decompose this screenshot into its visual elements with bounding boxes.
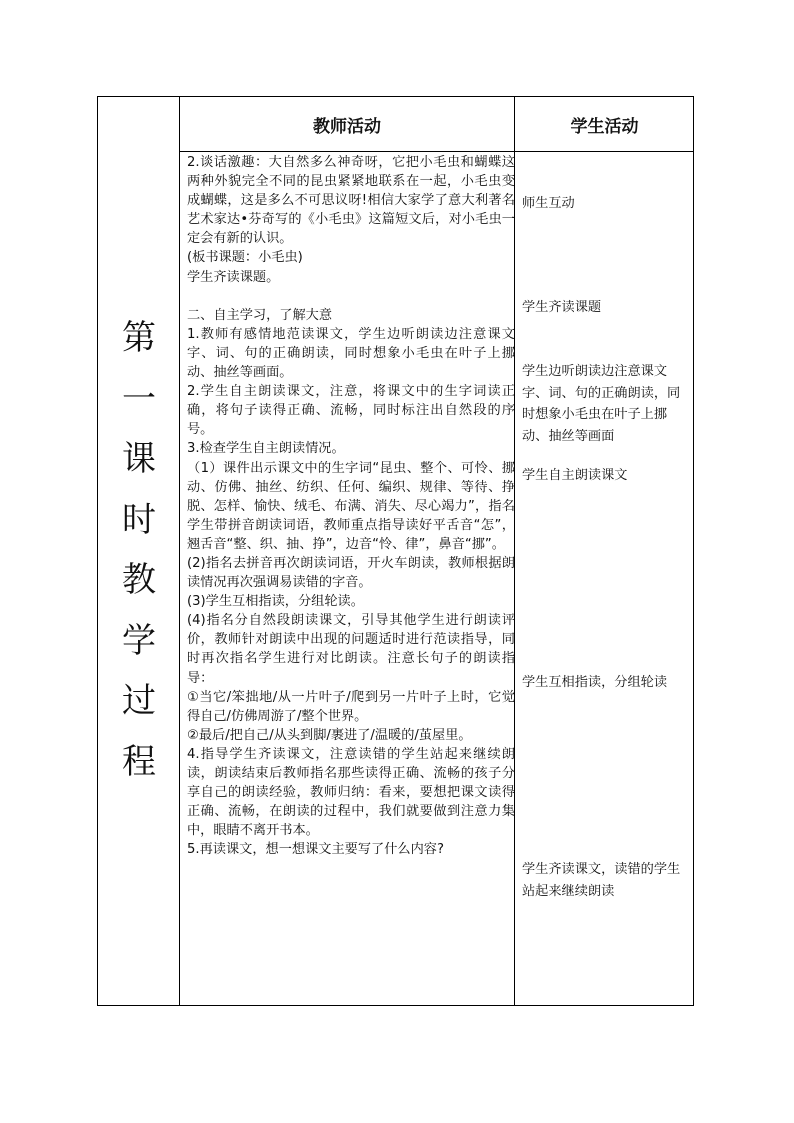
teacher-paragraph: 学生齐读课题。 [187, 269, 280, 285]
student-note: 师生互动 [522, 196, 575, 211]
side-title-char: 过 [122, 681, 156, 721]
student-note: 学生互相指读，分组轮读 [522, 675, 668, 690]
teacher-paragraph: 3.检查学生自主朗读情况。 [187, 441, 345, 457]
teacher-paragraph: (板书课题：小毛虫) [187, 250, 303, 266]
teacher-activity-header: 教师活动 [313, 116, 381, 137]
teacher-paragraph: ①当它/笨拙地/从一片叶子/爬到另一片叶子上时，它觉得自己/仿佛周游了/整个世界。 [187, 689, 515, 724]
teacher-paragraph: 1.教师有感情地范读课文，学生边听朗读边注意课文字、词、句的正确朗读，同时想象小毛虫在叶子上挪动、抽丝等画面。 [187, 326, 515, 381]
side-title-char: 程 [122, 741, 156, 782]
teacher-paragraph: 2.学生自主朗读课文，注意，将课文中的生字词读正确，将句子读得正确、流畅，同时标注出自然段的序号。 [187, 384, 515, 438]
side-title-char: 第 [122, 318, 156, 358]
teacher-paragraph: （1）课件出示课文中的生字词“昆虫、整个、可怜、挪动、仿佛、抽丝、纺织、任何、编织、规律、等待、挣脱、怎样、愉快、绒毛、布满、消失、尽心竭力”，指名学生带拼音朗读词语，教师重点指导读好平舌音“怎”，翘舌音“整、织、抽、挣”，边音“怜、律”，鼻音“挪”。 [187, 460, 515, 552]
student-note: 学生自主朗读课文 [522, 468, 628, 483]
student-note: 学生齐读课题 [522, 300, 602, 315]
side-title [98, 308, 180, 792]
teacher-paragraph: 2.谈话激趣：大自然多么神奇呀，它把小毛虫和蝴蝶这两种外貌完全不同的昆虫紧紧地联系在一起，小毛虫变成蝴蝶，这是多么不可思议呀!相信大家学了意大利著名艺术家达•芬奇写的《小毛虫》这篇短文后，对小毛虫一定会有新的认识。 [187, 155, 515, 247]
teacher-paragraph: (3)学生互相指读，分组轮读。 [187, 594, 364, 610]
student-activity-header: 学生活动 [570, 116, 639, 137]
teacher-paragraph: (2)指名去拼音再次朗读词语，开火车朗读，教师根据朗读情况再次强调易读错的字音。 [187, 555, 515, 591]
teacher-activity-content [187, 153, 515, 859]
side-title-char: 时 [122, 499, 156, 540]
side-title-char: 一 [122, 378, 156, 419]
blank-line [187, 287, 515, 306]
side-title-char: 学 [122, 620, 156, 661]
section-heading: 二、自主学习，了解大意 [187, 307, 333, 323]
teacher-paragraph: (4)指名分自然段朗读课文，引导其他学生进行朗读评价，教师针对朗读中出现的问题适时进行范读指导，同时再次指名学生进行对比朗读。注意长句子的朗读指导： [187, 613, 515, 686]
student-note: 学生边听朗读边注意课文字、词、句的正确朗读，同时想象小毛虫在叶子上挪动、抽丝等画面 [522, 364, 681, 444]
side-title-char: 课 [122, 439, 156, 479]
lesson-plan-table [97, 96, 694, 1006]
side-title-char: 教 [122, 560, 156, 600]
teacher-paragraph: 5.再读课文，想一想课文主要写了什么内容? [187, 842, 444, 858]
teacher-paragraph: ②最后/把自己/从头到脚/裹进了/温暖的/茧屋里。 [187, 727, 472, 743]
header-divider [179, 151, 693, 152]
teacher-paragraph: 4.指导学生齐读课文，注意读错的学生站起来继续朗读，朗读结束后教师指名那些读得正确、流畅的孩子分享自己的朗读经验，教师归纳：看来，要想把课文读得正确、流畅，在朗读的过程中，我们就要做到注意力集中，眼睛不离开书本。 [187, 746, 515, 839]
student-note: 学生齐读课文，读错的学生站起来继续朗读 [522, 862, 681, 899]
